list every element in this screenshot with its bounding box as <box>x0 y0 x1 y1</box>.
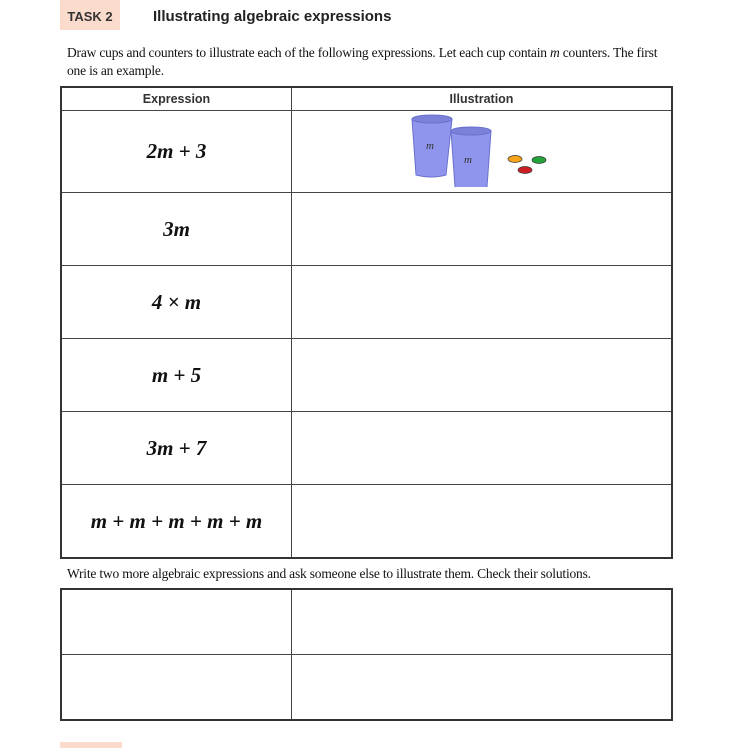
svg-text:m: m <box>425 140 434 152</box>
blank-illustration-cell[interactable] <box>292 655 673 721</box>
expression <box>61 412 292 485</box>
expression <box>61 339 292 412</box>
blank-table <box>60 588 673 721</box>
header-illustration: Illustration <box>292 87 673 111</box>
header-expression: Expression <box>61 87 292 111</box>
expression-text: 3m + 7 <box>146 435 207 460</box>
blank-illustration-cell[interactable] <box>292 589 673 655</box>
table-row <box>61 655 672 721</box>
blank-expression-cell[interactable] <box>61 655 292 721</box>
table-row <box>61 339 672 412</box>
illustration-cell[interactable] <box>292 485 673 559</box>
expression <box>61 485 292 559</box>
illustration-cell[interactable] <box>292 193 673 266</box>
counter-icon <box>508 156 522 163</box>
expression <box>61 266 292 339</box>
task-tag: TASK 2 <box>60 0 120 30</box>
blank-expression-cell[interactable] <box>61 589 292 655</box>
illustration-cell[interactable] <box>292 266 673 339</box>
counter-icon <box>518 167 532 174</box>
expression-text: 2m + 3 <box>146 139 207 163</box>
instructions-text: Draw cups and counters to illustrate each of the following expressions. Let each cup contain <box>67 45 550 60</box>
expression-text: m + 5 <box>151 362 202 387</box>
instructions-text-2: counters. The first one is an example. <box>67 45 658 78</box>
table-row <box>61 589 672 655</box>
table-row <box>61 485 672 559</box>
next-task-tag <box>60 742 122 748</box>
cups-counters-illustration <box>402 111 562 187</box>
svg-text:m: m <box>463 154 472 166</box>
illustration-cell[interactable] <box>292 412 673 485</box>
expression <box>61 193 292 266</box>
cup-icon <box>412 115 452 177</box>
expression-text: 4 × m <box>151 289 202 314</box>
instructions-var: m <box>550 45 560 60</box>
expression <box>61 111 292 193</box>
table-row <box>61 412 672 485</box>
cup-icon <box>451 127 491 187</box>
table-row <box>61 193 672 266</box>
expressions-table <box>60 86 673 559</box>
expression-text: 3m <box>163 216 190 241</box>
instructions <box>67 44 677 80</box>
expression-text: m + m + m + m + m <box>90 508 263 533</box>
counter-icon <box>532 157 546 164</box>
illustration-cell[interactable] <box>292 339 673 412</box>
page-title: Illustrating algebraic expressions <box>153 8 392 25</box>
illustration-example <box>292 111 673 193</box>
table-row <box>61 111 672 193</box>
table-row <box>61 266 672 339</box>
second-prompt: Write two more algebraic expressions and ask someone else to illustrate them. Check their solutions. <box>67 566 591 581</box>
